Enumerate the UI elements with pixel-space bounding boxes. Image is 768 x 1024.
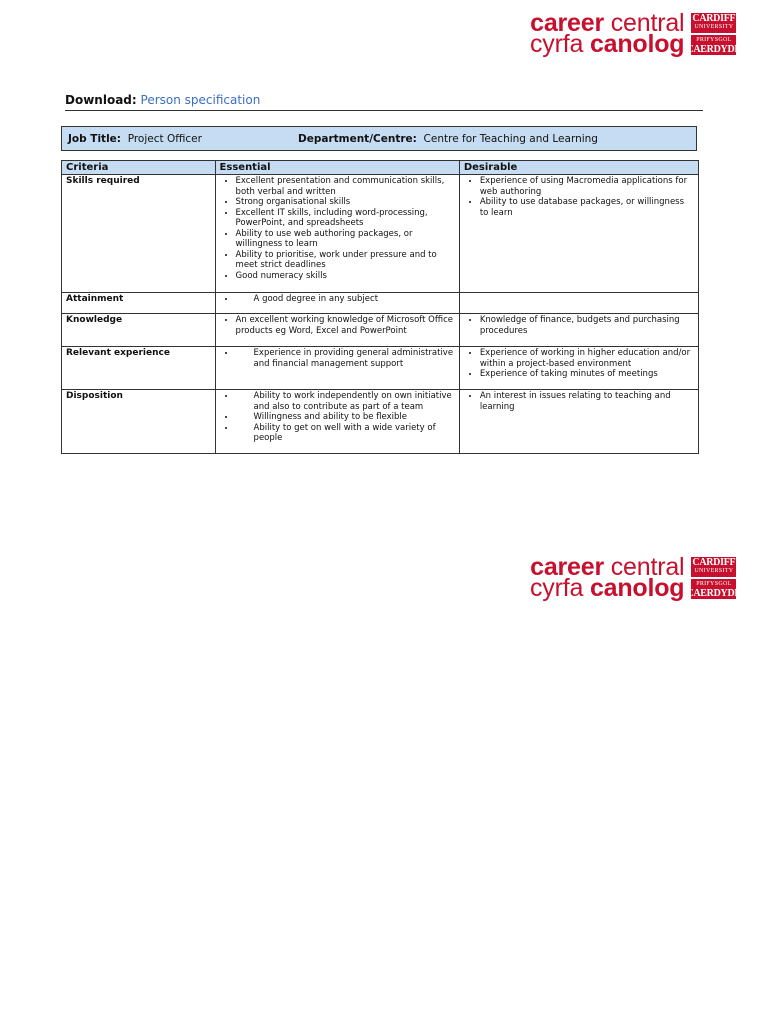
logo-word-career: career	[530, 9, 604, 37]
logo-word-cyrfa: cyrfa	[530, 574, 584, 602]
list-item: • Good numeracy skills	[236, 271, 455, 282]
person-specification-link[interactable]: Person specification	[140, 93, 261, 107]
desirable-cell	[459, 293, 698, 314]
crest-prifysgol: PRIFYSGOL	[696, 581, 732, 587]
header-essential: Essential	[215, 161, 459, 175]
list-item: • Strong organisational skills	[236, 197, 455, 208]
desirable-cell	[459, 314, 698, 347]
list-item: • Experience of taking minutes of meetings	[480, 369, 694, 380]
desirable-cell	[459, 175, 698, 293]
job-title-bar	[61, 126, 697, 151]
list-item: • Ability to use database packages, or willingness to learn	[480, 197, 694, 218]
logo-word-cyrfa: cyrfa	[530, 30, 584, 58]
logo-word-canolog: canolog	[589, 574, 685, 602]
header-desirable: Desirable	[459, 161, 698, 175]
career-central-logo	[530, 9, 742, 58]
criteria-cell: Attainment	[62, 293, 216, 314]
table-row	[62, 390, 699, 454]
download-label: Download:	[65, 93, 137, 107]
person-specification-table	[61, 160, 699, 454]
essential-cell	[215, 390, 459, 454]
career-central-logo-footer	[530, 553, 742, 602]
list-item: • Experience of working in higher education and/or within a project-based environment	[480, 348, 694, 369]
crest-cardiff: CARDIFF	[692, 13, 736, 24]
department-label: Department/Centre:	[298, 132, 417, 145]
criteria-cell: Knowledge	[62, 314, 216, 347]
essential-cell	[215, 293, 459, 314]
list-item: • Experience in providing general administrative and financial management support	[236, 348, 455, 369]
criteria-cell: Relevant experience	[62, 347, 216, 390]
criteria-cell: Disposition	[62, 390, 216, 454]
header-criteria: Criteria	[62, 161, 216, 175]
cardiff-university-crest	[686, 13, 742, 55]
crest-university: UNIVERSITY	[694, 568, 734, 574]
list-item: • Ability to work independently on own initiative and also to contribute as part of a team	[236, 391, 455, 412]
essential-cell	[215, 175, 459, 293]
list-item: • Ability to get on well with a wide variety of people	[236, 423, 455, 444]
job-title-value: Project Officer	[127, 132, 202, 145]
desirable-cell	[459, 347, 698, 390]
table-row	[62, 347, 699, 390]
crest-university: UNIVERSITY	[694, 24, 734, 30]
download-line	[65, 93, 703, 111]
job-title	[68, 133, 202, 145]
criteria-cell: Skills required	[62, 175, 216, 293]
essential-cell	[215, 314, 459, 347]
table-row	[62, 314, 699, 347]
table-row	[62, 175, 699, 293]
list-item: • Willingness and ability to be flexible	[236, 412, 455, 423]
list-item: • An interest in issues relating to teaching and learning	[480, 391, 694, 412]
job-title-label: Job Title:	[68, 132, 121, 145]
table-row	[62, 293, 699, 314]
logo-wordmark	[530, 9, 685, 58]
list-item: • A good degree in any subject	[236, 294, 455, 305]
list-item: • Ability to use web authoring packages, or willingness to learn	[236, 229, 455, 250]
department	[298, 133, 598, 145]
crest-caerdydd: CAERDYDD	[686, 588, 742, 599]
list-item: • Excellent presentation and communication skills, both verbal and written	[236, 176, 455, 197]
table-header-row	[62, 161, 699, 175]
crest-prifysgol: PRIFYSGOL	[696, 37, 732, 43]
list-item: • Excellent IT skills, including word-processing, PowerPoint, and spreadsheets	[236, 208, 455, 229]
logo-word-central: central	[610, 553, 685, 581]
logo-word-canolog: canolog	[589, 30, 685, 58]
logo-word-career: career	[530, 553, 604, 581]
list-item: • An excellent working knowledge of Microsoft Office products eg Word, Excel and PowerPoint	[236, 315, 455, 336]
logo-word-central: central	[610, 9, 685, 37]
department-value: Centre for Teaching and Learning	[423, 132, 598, 145]
list-item: • Knowledge of finance, budgets and purchasing procedures	[480, 315, 694, 336]
logo-wordmark	[530, 553, 685, 602]
desirable-cell	[459, 390, 698, 454]
crest-caerdydd: CAERDYDD	[686, 44, 742, 55]
cardiff-university-crest	[686, 557, 742, 599]
crest-cardiff: CARDIFF	[692, 557, 736, 568]
list-item: • Ability to prioritise, work under pressure and to meet strict deadlines	[236, 250, 455, 271]
list-item: • Experience of using Macromedia applications for web authoring	[480, 176, 694, 197]
essential-cell	[215, 347, 459, 390]
